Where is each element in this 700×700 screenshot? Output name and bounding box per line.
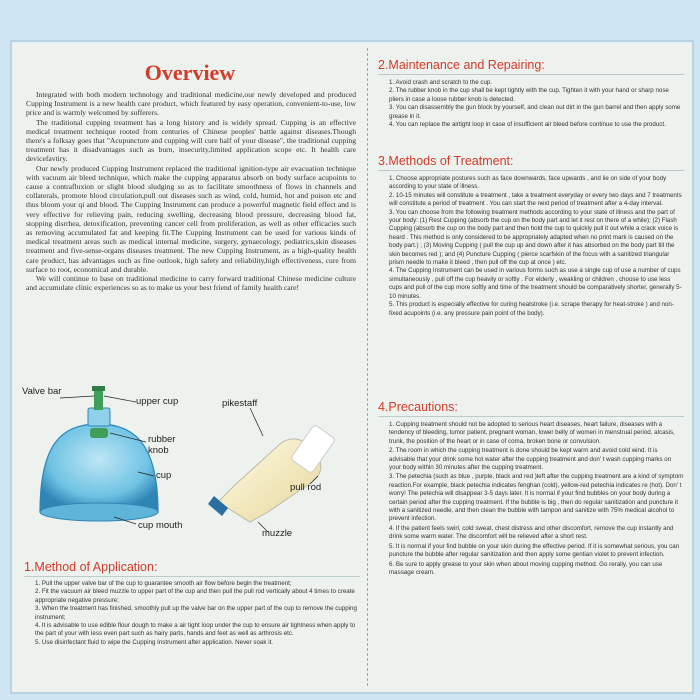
application-section	[24, 560, 360, 647]
overview-paragraph-3: Our newly produced Cupping Instrument replaced the traditional ignition-type air evacuation technique with vacuum air bleed technique, which make the cupping apparatus absorb on body surface acupoints to cause a contrafluxion or slight blood sludging so as to facilitate smoothness of flows in channels and collaterals, promote blood circulation,pull out diseases such as wind, cold, humid, hot and poison etc and thus bloom your qi and blood. The Cupping Instrument can produce a powerful magnetic field effect and is very effective for relieving pain, reducing swelling, decreasing blood pressure, decreasing blood fat, stopping disrrhea, detoxification, preventing cancer cell from proliferation, as well as other efficacies such as removing accumulated fat and keeping fit.The Cupping Instrument can be used for various kinds of medical treatment areas such as medical internal medicine, surgery, gynaecology, pediatrics,skin diseases treatment and five-sense-organs diseases treatment. The new Cupping Instrument, as a high-quality health care product, has advantages such as fine outlook, high safety and reliability,high effectiveness, cure from surface to root, economical and durable.	[26, 163, 356, 274]
label-valve-bar: Valve bar	[22, 386, 62, 397]
upper-cup	[88, 408, 110, 426]
heading-rule	[24, 576, 360, 577]
right-column	[370, 42, 688, 692]
overview-section	[16, 60, 364, 292]
cupping-diagram	[18, 372, 364, 550]
rubber-knob	[90, 428, 108, 438]
list-item: 2. The room in which the cupping treatment is done should be kept warm and avoid cold wind. It is advisable that your drink some hot water after the cupping treatment and don' t wash cupping marks on your body within 30 minutes after the cupping treatment.	[389, 447, 672, 472]
label-muzzle: muzzle	[262, 528, 293, 539]
heading-rule	[378, 416, 684, 417]
list-item: 5. This product is especially effective for curing heatstroke (i.e. scrape therapy for heat-stroke ) and non-fixed acupoints (i.e. any pressure pain point of the body).	[389, 301, 674, 317]
list-item: 1. Cupping treatment should not be adopted to serious heart diseases, heart failure, diseases with a tendency of bleeding, tumor patient, pregnant woman, lower belly of women in menstrual period, alcasis, trunk, the position of the heart or in case of coma, broken bone or convulsion.	[389, 421, 675, 445]
label-cup: cup	[156, 470, 172, 481]
overview-paragraph-1: Integrated with both modern technology and traditional medicine,our newly developed and produced Cupping Instrument is a new health care product, which featured by easy operation, convenient-to-use, low price and is warmly welcomed by sufferers.	[26, 90, 356, 118]
overview-paragraph-2: The traditional cupping treatment has a long history and is widely spread. Cupping is an effective medical treatment technique rooted from centuries of Chinese peoples' battle against diseases.Though there's a folksay goes that "Acupuncture and cupping will cure half of your disease", the traditional cupping treatment has it disadvantages such as burn, insecurity,limited application scope etc. It health care devicefavtiry.	[26, 117, 356, 164]
cupping-illustration	[18, 372, 364, 550]
list-item: 4. You can replace the airtight loop in case of insufficient air bleed before continue to use the product.	[389, 121, 666, 129]
list-item: 1. Choose appropriate postures such as face downwards, face upwards , and lie on side of your body according to your state of illness.	[389, 175, 667, 191]
precautions-list	[378, 421, 684, 578]
list-item: 2. 10-15 minutes will constitute a treatment , take a treatment everyday or every two days and 7 treatments will constitute a period of treatment . You can start the next period of treatment after a 4-day interval.	[389, 191, 682, 208]
maintenance-list	[378, 79, 684, 129]
list-item: 3. You can choose from the following treatment methods according to your state of illness and the part of your body: (1) Rest Cupping (absorb the cup on the body part and let it rest on there of a while); (2) Flash Cupping (absorb the cup on the body part and then hold the cup to quickly pull it out while a crack voice is heard . This method is only considered to be appropriately adapted when no print mark is caused on the body part.) ; (3) Moving Cupping ( pull the cup up and down after it has absorbed on the body part till the skin becomes red ); and (4) Puncture Cupping ( pierce scarfskin of the focus with a sanitized triangular prism needle to make it bleed , then pull off the cup at once ) etc.	[389, 208, 679, 267]
application-list	[24, 580, 360, 647]
list-item: 4. The Cupping Instrument can be used in various forms such as use a single cup of use a number of cups simultaneously , pull off the cup heavily or softly . For elderly , weakling or children , choose to use less cups and pull of the cup more softly and time of the treatment should be comparatively shorter, generally 5-10 minutes.	[389, 267, 682, 300]
list-item: 5. Use disinfectant fluid to wipe the Cupping Instrument after application. Never soak it.	[35, 638, 274, 646]
list-item: 1. Pull the upper valve bar of the cup to guarantee smooth air flow before begin the treatment;	[35, 580, 292, 587]
list-item: 2. Fit the vacuum air bleed muzzle to upper part of the cup and then pull the pull rod vertically about 4 times to create appropriate negative pressure;	[35, 588, 355, 604]
label-rubber-knob: rubber knob	[148, 434, 176, 456]
list-item: 4. It is advisable to use edible flour dough to make a air tight loop under the cup to ensure air tightness when apply to the part of your with less even part such as hairy parts, hands and feet as well as arthrosis etc.	[35, 622, 356, 638]
valve-bar	[94, 390, 103, 410]
application-heading: 1.Method of Application:	[24, 560, 158, 574]
list-item: 6. Be sure to apply grease to your skin when about moving cupping method. Go rerally, you can use massage cream.	[389, 560, 663, 576]
list-item: 5. It is normal if your find bubble on your skin during the effective period. If it is somewhat serious, you can puncture the bubble after regular sanitization and then apply some gentian violet to prevent infection.	[389, 542, 680, 559]
heading-rule	[378, 74, 684, 75]
left-column	[16, 42, 364, 692]
label-cup-mouth: cup mouth	[138, 520, 183, 531]
methods-section	[378, 154, 684, 318]
label-upper-cup: upper cup	[136, 396, 179, 407]
methods-list	[378, 175, 684, 318]
list-item: 3. When the treatment has finished, smoothly pull up the valve bar on the upper part of the cup to remove the cupping instrument;	[35, 605, 357, 621]
overview-paragraph-4: We will continue to base on traditional medicine to carry forward traditional Chinese medicine culture and accumulate clinic experiences so as to make us your best friend of family health care!	[26, 274, 356, 293]
maintenance-heading: 2.Maintenance and Repairing:	[378, 58, 545, 72]
list-item: 3. You can disassembly the gun block by yourself, and clean out dirt in the gun barrel and then apply some grease in it.	[389, 104, 681, 120]
label-pikestaff: pikestaff	[222, 398, 258, 409]
overview-title: Overview	[144, 60, 236, 85]
heading-rule	[378, 170, 684, 171]
maintenance-section	[378, 58, 684, 129]
label-pull-rod: pull rod	[290, 482, 322, 493]
precautions-heading: 4.Precautions:	[378, 400, 458, 414]
column-divider	[367, 48, 368, 686]
list-item: 1. Avoid crash and scratch to the cup.	[389, 79, 493, 86]
cup-mouth-rim	[40, 503, 158, 521]
methods-heading: 3.Methods of Treatment:	[378, 154, 514, 168]
list-item: 3. The petechia (such as blue , purple, black and red )left after the cupping treatment are a kind of symptom reaction.For example, black petechia indicates fenghan (cold), yellow-red petechia indicates re (hot). Don' t worry! The petechia will disappear 3-5 days later. It is normal if your find bubbles on your body during a certain period after the cupping treatment. If the bubble is big , then do regular sanitization and puncture it with a sanitized needle, and then clean the bubble with tampon and sanitize with 75% medical alcohol to prevent infection.	[389, 473, 684, 523]
list-item: 4. If the patient feels swirl, cold sweat, chest distress and other discomfort, remove the cup instantly and drink some warm water. The discomfort will be relieved after a short rest.	[389, 524, 674, 541]
precautions-section	[378, 400, 684, 578]
document-frame	[10, 40, 694, 694]
list-item: 2. The rubber knob in the cup shall be kept tightly with the cup. Tighten it with your hand or sharp nose pliers in case a loose rubber knob is detected.	[389, 87, 669, 103]
